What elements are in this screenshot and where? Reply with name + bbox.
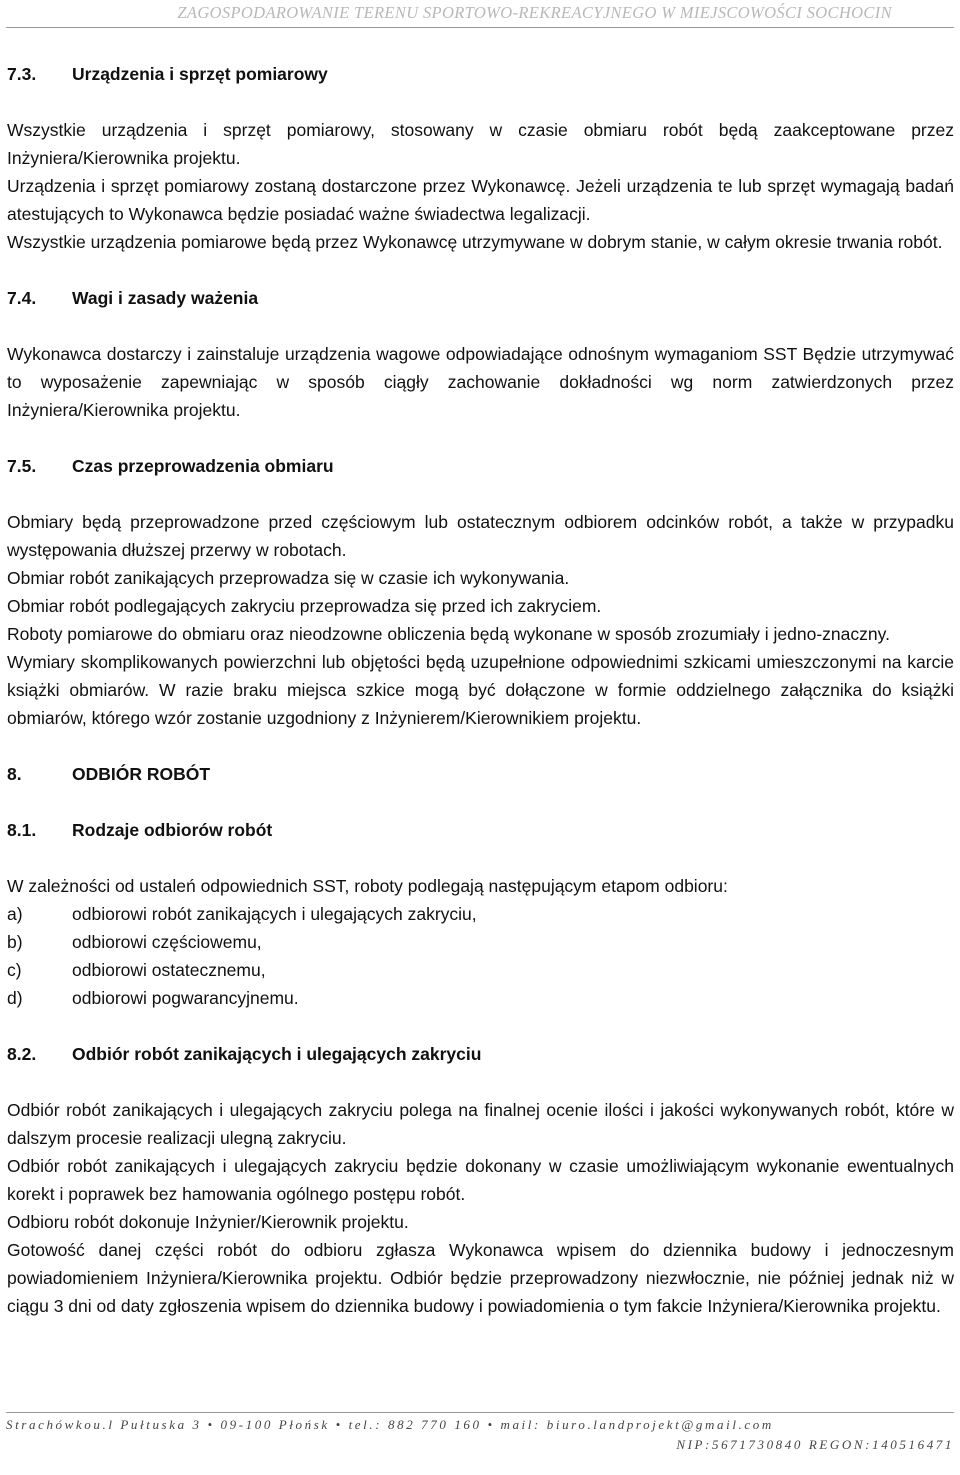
list-item [7,984,954,1012]
paragraph: Obmiar robót zanikających przeprowadza się w czasie ich wykonywania. [7,568,570,588]
document-body [0,60,960,1320]
section-title: Rodzaje odbiorów robót [72,820,273,840]
list-item-text: odbiorowi częściowemu, [72,932,262,952]
list-item-text: odbiorowi ostatecznemu, [72,960,266,980]
section-title: ODBIÓR ROBÓT [72,764,211,784]
paragraph: W zależności od ustaleń odpowiednich SST, roboty podlegają następującym etapom odbioru: [7,876,728,896]
list-marker: a) [7,904,23,924]
paragraph: Roboty pomiarowe do obmiaru oraz nieodzowne obliczenia będą wykonane w sposób zrozumiały i jedno-znaczny. [7,624,890,644]
section-number: 8.2. [7,1044,37,1064]
paragraph: Wymiary skomplikowanych powierzchni lub objętości będą uzupełnione odpowiednimi szkicami umieszczonymi na karcie książki obmiarów. W razie braku miejsca szkice mogą być dołączone w formie oddzielnego załącznika do książki obmiarów, którego wzór zostanie uzgodniony z Inżynierem/Kierownikiem projektu. [7,652,954,728]
page-header [6,0,954,28]
section-number: 8. [7,764,22,784]
section-number: 7.5. [7,456,37,476]
section-heading-7-5 [7,452,954,480]
footer-tax-ids: NIP:5671730840 REGON:140516471 [676,1437,954,1452]
header-title: ZAGOSPODAROWANIE TERENU SPORTOWO-REKREACYJNEGO W MIEJSCOWOŚCI SOCHOCIN [177,3,892,22]
chapter-heading-8 [7,760,954,788]
section-heading-7-3 [7,60,954,88]
paragraph: Wszystkie urządzenia i sprzęt pomiarowy, stosowany w czasie obmiaru robót będą zaakceptowane przez Inżyniera/Kierownika projektu. [7,120,954,168]
section-number: 8.1. [7,820,37,840]
section-heading-8-2 [7,1040,954,1068]
list-item-text: odbiorowi pogwarancyjnemu. [72,988,299,1008]
section-title: Odbiór robót zanikających i ulegających zakryciu [72,1044,482,1064]
paragraph: Odbiór robót zanikających i ulegających zakryciu będzie dokonany w czasie umożliwiającym wykonanie ewentualnych korekt i poprawek bez hamowania ogólnego postępu robót. [7,1156,954,1204]
paragraph: Odbiór robót zanikających i ulegających zakryciu polega na finalnej ocenie ilości i jakości wykonywanych robót, które w dalszym procesie realizacji ulegną zakryciu. [7,1100,954,1148]
section-number: 7.4. [7,288,37,308]
section-title: Urządzenia i sprzęt pomiarowy [72,64,328,84]
paragraph: Odbioru robót dokonuje Inżynier/Kierownik projektu. [7,1212,409,1232]
section-title: Czas przeprowadzenia obmiaru [72,456,334,476]
section-heading-7-4 [7,284,954,312]
paragraph: Urządzenia i sprzęt pomiarowy zostaną dostarczone przez Wykonawcę. Jeżeli urządzenia te lub sprzęt wymagają badań atestujących to Wykonawca będzie posiadać ważne świadectwa legalizacji. [7,176,954,224]
paragraph: Wszystkie urządzenia pomiarowe będą przez Wykonawcę utrzymywane w dobrym stanie, w całym okresie trwania robót. [7,232,943,252]
footer-address: Strachówkou.l Pułtuska 3 • 09-100 Płońsk • tel.: 882 770 160 • mail: biuro.landprojekt@gmail.com [6,1417,774,1432]
list-item [7,956,954,984]
list-item [7,900,954,928]
paragraph: Wykonawca dostarczy i zainstaluje urządzenia wagowe odpowiadające odnośnym wymaganiom SST Będzie utrzymywać to wyposażenie zapewniając w sposób ciągły zachowanie dokładności wg norm zatwierdzonych przez Inżyniera/Kierownika projektu. [7,344,954,420]
section-number: 7.3. [7,64,37,84]
paragraph: Obmiary będą przeprowadzone przed częściowym lub ostatecznym odbiorem odcinków robót, a także w przypadku występowania dłuższej przerwy w robotach. [7,512,954,560]
list-marker: b) [7,932,23,952]
list-marker: c) [7,960,22,980]
list-item [7,928,954,956]
list-item-text: odbiorowi robót zanikających i ulegających zakryciu, [72,904,477,924]
paragraph: Gotowość danej części robót do odbioru zgłasza Wykonawca wpisem do dziennika budowy i jednoczesnym powiadomieniem Inżyniera/Kierownika projektu. Odbiór będzie przeprowadzony niezwłocznie, nie później jednak niż w ciągu 3 dni od daty zgłoszenia wpisem do dziennika budowy i powiadomienia o tym fakcie Inżyniera/Kierownika projektu. [7,1240,954,1316]
section-title: Wagi i zasady ważenia [72,288,259,308]
paragraph: Obmiar robót podlegających zakryciu przeprowadza się przed ich zakryciem. [7,596,602,616]
page-footer [6,1412,954,1455]
list-marker: d) [7,988,23,1008]
section-heading-8-1 [7,816,954,844]
